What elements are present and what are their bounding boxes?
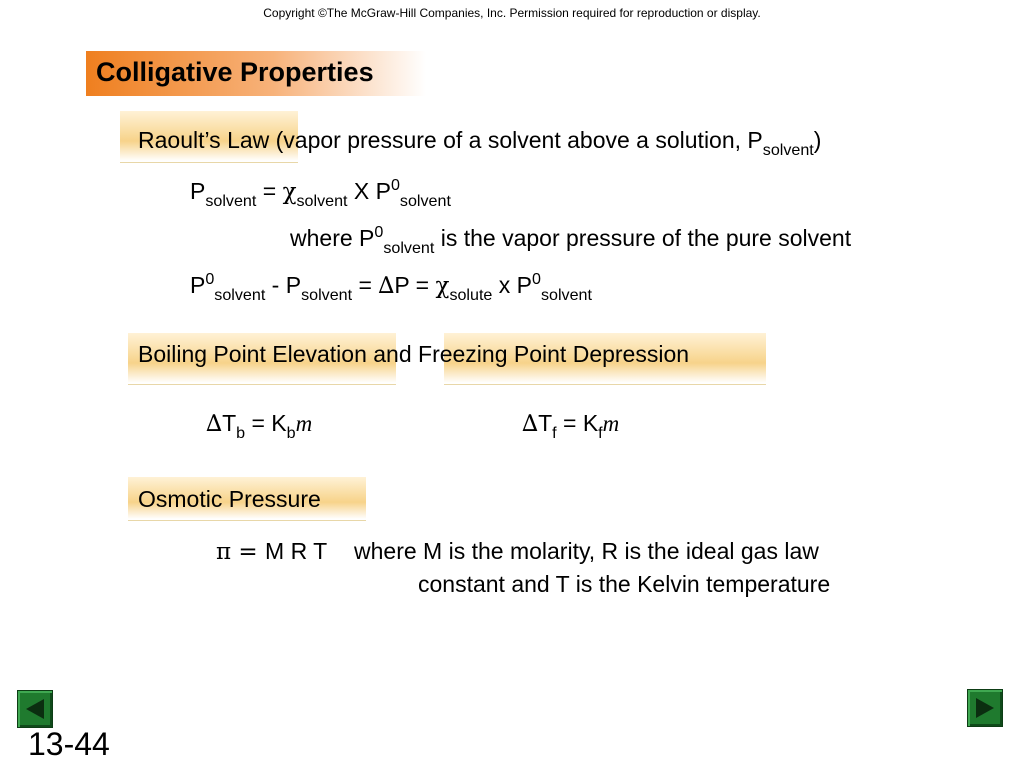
vapor-pressure-lowering-equation: $P^0_{solvent} - P_{solvent} = \Delta P = \chi_{solute}$ x $P^0_{solvent}$ (190, 270, 592, 305)
osmotic-heading: Osmotic Pressure (138, 486, 321, 512)
slide-title: Colligative Properties (96, 57, 374, 87)
osmotic-description-line2: constant and T is the Kelvin temperature (418, 571, 831, 597)
bp-fp-heading: Boiling Point Elevation and Freezing Point Depression (138, 341, 690, 367)
raoult-equation: $P_{solvent} = \chi_{solvent}$ X $P^0_{solvent}$ (190, 176, 451, 211)
previous-slide-button[interactable] (17, 690, 53, 728)
triangle-left-icon (24, 697, 46, 721)
osmotic-equation: π = M R T (216, 538, 328, 565)
raoult-heading: Raoult’s Law (vapor pressure of a solvent above a solution, $P_{solvent}$) (138, 127, 822, 160)
freezing-point-equation: $\Delta T_f = K_fm$ (522, 410, 620, 443)
copyright-notice: Copyright ©The McGraw-Hill Companies, Inc. Permission required for reproduction or display. (263, 6, 761, 20)
boiling-point-equation: $\Delta T_b = K_bm$ (206, 410, 313, 443)
next-slide-button[interactable] (967, 689, 1003, 727)
osmotic-description-line1: where M is the molarity, R is the ideal gas law (354, 538, 819, 564)
triangle-right-icon (974, 696, 996, 720)
raoult-where-text: where $P^0_{solvent}$ is the vapor pressure of the pure solvent (290, 223, 852, 258)
slide-number: 13-44 (28, 726, 110, 762)
